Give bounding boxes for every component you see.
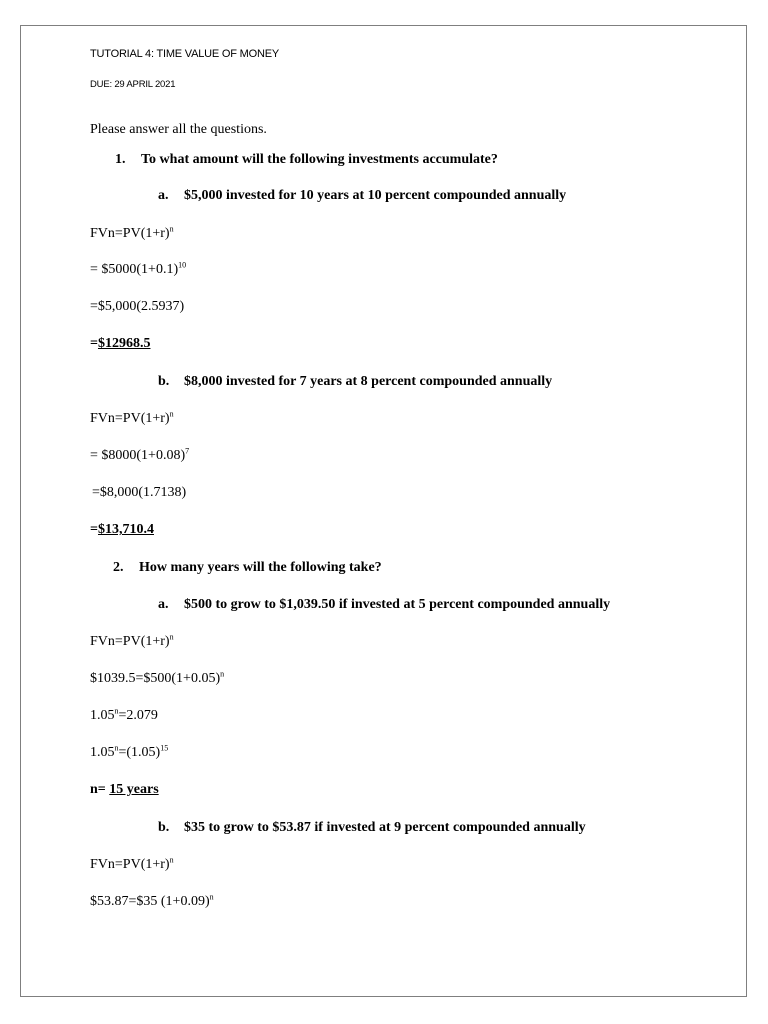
item-text: $35 to grow to $53.87 if invested at 9 percent compounded annually (184, 820, 586, 835)
step-text: $1039.5=$500(1+0.05) (90, 671, 221, 686)
formula-line (90, 634, 174, 650)
formula-line (90, 411, 174, 427)
exponent: n (114, 743, 119, 753)
answer-value: 15 years (109, 782, 159, 797)
question-1b (158, 374, 552, 390)
step-rest: =(1.05) (118, 745, 161, 760)
answer-prefix: = (90, 522, 98, 537)
question-number: 1. (115, 152, 126, 167)
step-base: 1.05 (90, 745, 115, 760)
step-text: = $5000(1+0.1) (90, 262, 179, 277)
exponent: 15 (160, 743, 169, 753)
answer-line (90, 336, 150, 352)
exponent: n (209, 892, 214, 902)
exponent: n (169, 855, 174, 865)
document-title: TUTORIAL 4: TIME VALUE OF MONEY (90, 48, 279, 60)
intro-text: Please answer all the questions. (90, 122, 267, 137)
formula-text: FVn=PV(1+r) (90, 226, 170, 241)
document-page (20, 25, 747, 997)
calc-step (90, 745, 168, 761)
due-date: DUE: 29 APRIL 2021 (90, 79, 176, 90)
formula-text: FVn=PV(1+r) (90, 411, 170, 426)
question-text: How many years will the following take? (139, 560, 382, 575)
formula-line (90, 226, 174, 242)
answer-prefix: n= (90, 782, 106, 797)
step-rest: =2.079 (118, 708, 158, 723)
calc-step (90, 708, 158, 724)
item-text: $5,000 invested for 10 years at 10 percent compounded annually (184, 188, 567, 203)
formula-text: FVn=PV(1+r) (90, 634, 170, 649)
calc-step (90, 448, 189, 464)
question-text: To what amount will the following investments accumulate? (141, 152, 498, 167)
exponent: n (169, 409, 174, 419)
item-text: $8,000 invested for 7 years at 8 percent compounded annually (184, 374, 553, 389)
answer-line (90, 522, 154, 538)
calc-step (90, 262, 186, 278)
formula-line (90, 857, 174, 873)
item-label: b. (158, 820, 170, 835)
step-text: $53.87=$35 (1+0.09) (90, 894, 210, 909)
question-1a (158, 188, 566, 204)
answer-line (90, 782, 159, 798)
exponent: n (220, 669, 225, 679)
item-text: $500 to grow to $1,039.50 if invested at 5 percent compounded annually (184, 597, 611, 612)
exponent: n (169, 632, 174, 642)
answer-value: $12968.5 (97, 336, 151, 351)
step-base: 1.05 (90, 708, 115, 723)
exponent: 10 (178, 260, 187, 270)
question-2b (158, 820, 586, 836)
calc-step: =$8,000(1.7138) (92, 485, 187, 500)
exponent: n (169, 224, 174, 234)
item-label: a. (158, 597, 169, 612)
calc-step (90, 894, 214, 910)
exponent: 7 (185, 446, 190, 456)
calc-step: =$5,000(2.5937) (90, 299, 185, 314)
question-2a (158, 597, 610, 613)
question-number: 2. (113, 560, 124, 575)
step-text: = $8000(1+0.08) (90, 448, 186, 463)
answer-prefix: = (90, 336, 98, 351)
item-label: a. (158, 188, 169, 203)
formula-text: FVn=PV(1+r) (90, 857, 170, 872)
question-2 (113, 560, 382, 576)
exponent: n (114, 706, 119, 716)
item-label: b. (158, 374, 170, 389)
question-1 (115, 152, 498, 168)
answer-value: $13,710.4 (97, 522, 154, 537)
calc-step (90, 671, 224, 687)
